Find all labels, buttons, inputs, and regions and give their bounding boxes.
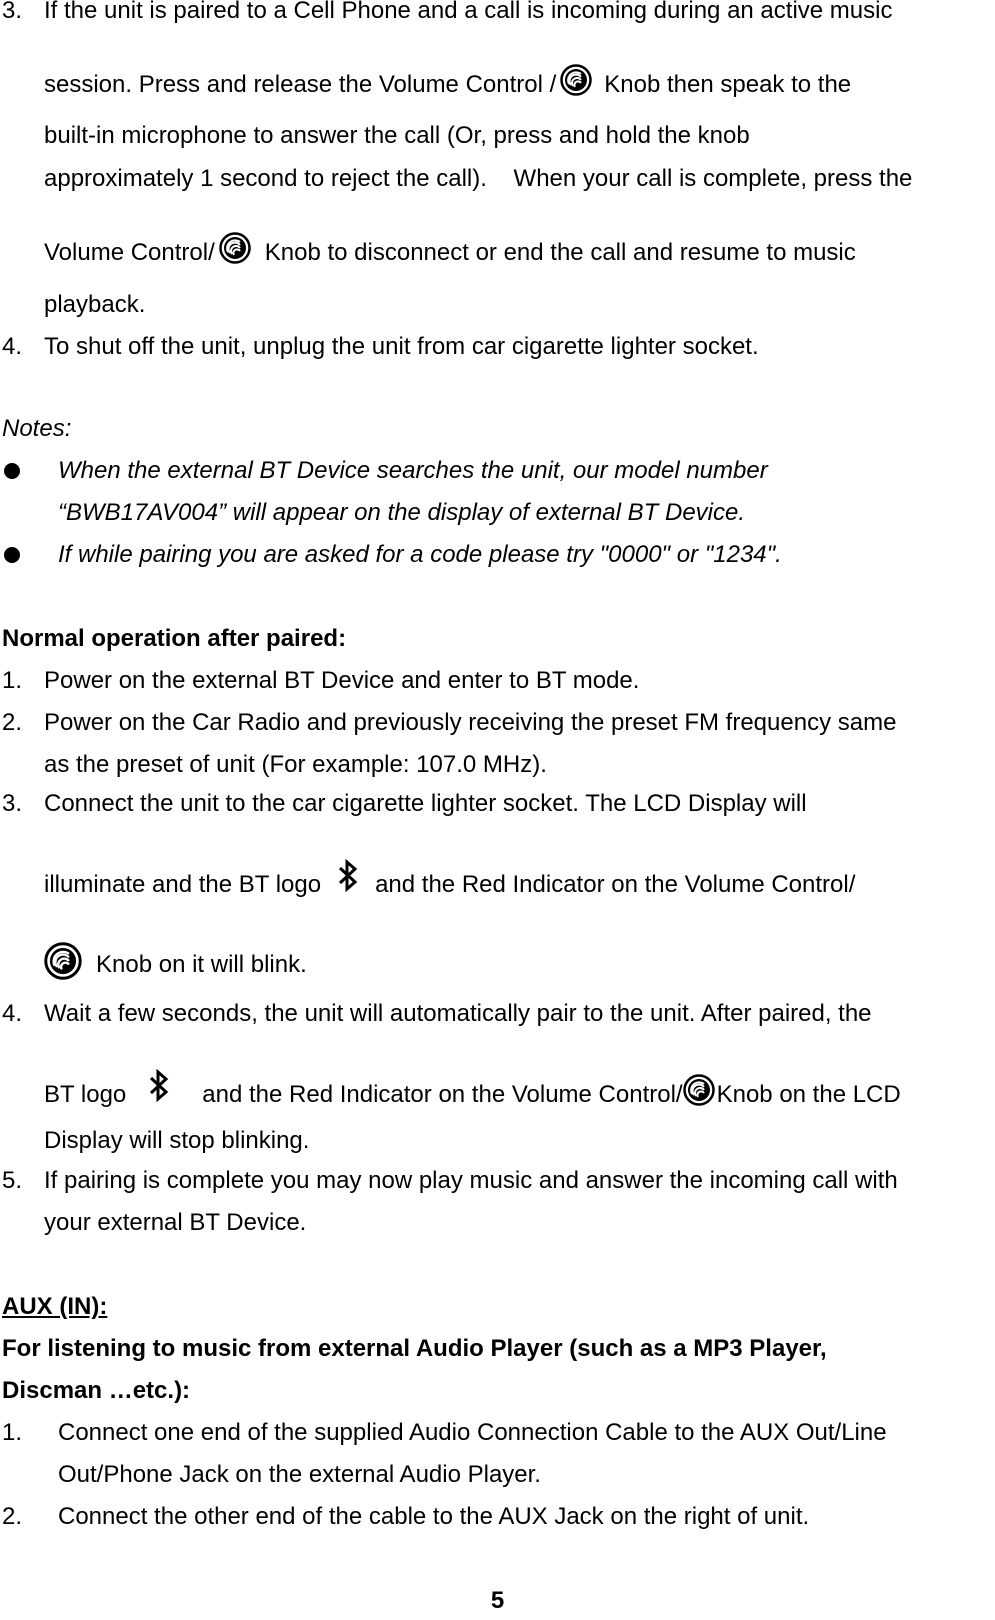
item-text: Knob on the LCD (716, 1081, 901, 1108)
page-number: 5 (490, 1587, 505, 1614)
volume-knob-icon (219, 232, 251, 264)
volume-knob-icon (683, 1074, 715, 1106)
bullet-icon (4, 547, 20, 563)
item-text: Wait a few seconds, the unit will automatically pair to the unit. After paired, the (44, 1000, 872, 1027)
note-text: “BWB17AV004” will appear on the display of external BT Device. (58, 499, 746, 526)
item-text: playback. (44, 291, 146, 318)
item-text: your external BT Device. (44, 1209, 307, 1236)
bullet-icon (4, 463, 20, 479)
item-number: 5. (2, 1167, 23, 1194)
item-number: 3. (2, 0, 23, 24)
item-text: Connect one end of the supplied Audio Connection Cable to the AUX Out/Line (58, 1419, 887, 1446)
bluetooth-icon (146, 1068, 172, 1104)
item-text: as the preset of unit (For example: 107.0 MHz). (44, 751, 547, 778)
note-text: If while pairing you are asked for a code please try "0000" or "1234". (58, 541, 782, 568)
item-text: built-in microphone to answer the call (Or, press and hold the knob (44, 122, 750, 149)
item-number: 2. (2, 1503, 23, 1530)
section-subheading: Discman …etc.): (2, 1377, 191, 1404)
item-text: session. Press and release the Volume Control / (44, 71, 557, 98)
section-subheading: For listening to music from external Audio Player (such as a MP3 Player, (2, 1335, 827, 1362)
item-text: Knob then speak to the (604, 71, 852, 98)
item-text: Out/Phone Jack on the external Audio Player. (58, 1461, 541, 1488)
item-text: BT logo (44, 1081, 127, 1108)
item-text: Volume Control/ (44, 239, 215, 266)
item-text: If pairing is complete you may now play music and answer the incoming call with (44, 1167, 898, 1194)
item-text: illuminate and the BT logo (44, 871, 322, 898)
item-text: Connect the other end of the cable to the AUX Jack on the right of unit. (58, 1503, 810, 1530)
item-text: If the unit is paired to a Cell Phone and a call is incoming during an active music (44, 0, 893, 24)
item-text: To shut off the unit, unplug the unit from car cigarette lighter socket. (44, 333, 759, 360)
item-text: and the Red Indicator on the Volume Control/ (202, 1081, 683, 1108)
section-heading: AUX (IN): (2, 1293, 108, 1320)
item-number: 4. (2, 1000, 23, 1027)
volume-knob-icon (44, 942, 82, 980)
volume-knob-icon (560, 64, 592, 96)
notes-heading: Notes: (2, 415, 72, 442)
item-number: 2. (2, 709, 23, 736)
item-text: Connect the unit to the car cigarette lighter socket. The LCD Display will (44, 790, 807, 817)
item-number: 1. (2, 667, 23, 694)
item-text: Display will stop blinking. (44, 1127, 310, 1154)
item-number: 1. (2, 1419, 23, 1446)
section-heading: Normal operation after paired: (2, 625, 347, 652)
item-text: Power on the external BT Device and enter to BT mode. (44, 667, 640, 694)
item-text: Power on the Car Radio and previously receiving the preset FM frequency same (44, 709, 897, 736)
bluetooth-icon (335, 858, 361, 894)
item-number: 3. (2, 790, 23, 817)
note-text: When the external BT Device searches the unit, our model number (58, 457, 768, 484)
item-text: approximately 1 second to reject the call). When your call is complete, press the (44, 165, 913, 192)
item-text: Knob to disconnect or end the call and resume to music (264, 239, 856, 266)
item-number: 4. (2, 333, 23, 360)
item-text: and the Red Indicator on the Volume Control/ (375, 871, 856, 898)
item-text: Knob on it will blink. (96, 951, 307, 978)
